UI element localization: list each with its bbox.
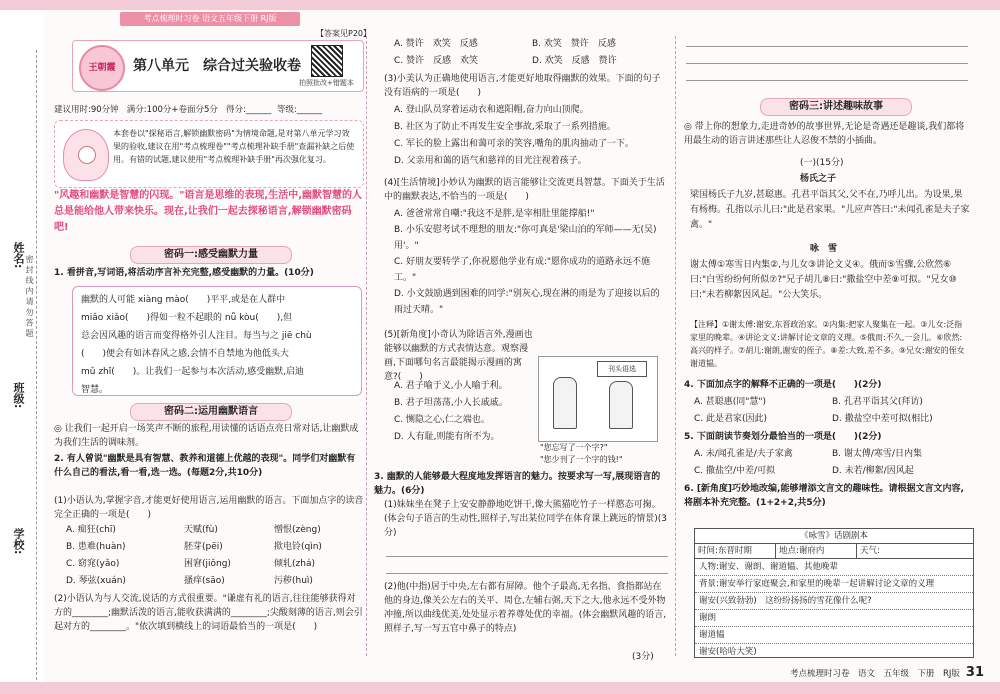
- seal-line-notice: 密 封 线 内 请 勿 答 题: [25, 255, 34, 337]
- drama-line[interactable]: 谢道韫: [695, 627, 973, 644]
- question-3-1: (1)妹妹坐在凳子上安安静静地吃饼干,像大熊猫吃竹子一样憨态可掬。(体会句子语言的生动性,照样子,写出某位同学在体育课上跳远的情景)(3分): [384, 500, 667, 538]
- option[interactable]: D. 琴弦(xuán): [66, 576, 126, 586]
- option: 困窘(jiǒng): [184, 559, 231, 569]
- options-2-1: [66, 522, 362, 590]
- level-label: 等级:: [276, 105, 297, 115]
- option[interactable]: B. 社区为了防止不再发生安全事故,采取了一系列措施。: [394, 122, 616, 132]
- question-2-1: (1)小语认为,掌握字音,才能更好使用语言,运用幽默的语言。下面加点字的读音完全正确的一项是( ): [54, 496, 364, 520]
- unit-title: 第八单元 综合过关验收卷: [133, 58, 301, 74]
- question-4: 4. 下面加点字的解释不正确的一项是( )(2分): [684, 380, 882, 390]
- cartoon-figure: [553, 377, 577, 429]
- cartoon-caption-1: "您忘写了一个字?": [540, 443, 608, 452]
- question-6: 6. [新角度]巧妙地改编,能够增添文言文的趣味性。请根据文言文内容,将剧本补充完整。(1+2+2,共5分): [684, 484, 964, 508]
- pinyin-line: ( )便会有如沐春风之感,会情不自禁地为他低头大: [81, 349, 289, 359]
- part-label: (一)(15分): [800, 158, 844, 168]
- answer-lines[interactable]: [686, 30, 968, 81]
- cartoon-figure: [609, 381, 633, 429]
- class-field-label: 班级:: [12, 382, 25, 409]
- drama-setting-row: [695, 544, 973, 559]
- question-2-2: (2)小语认为与人交流,说话的方式很重要。"谦虚有礼的语言,往往能够获得对方的________;幽默活泼的语言,能收获满满的________;尖酸刻薄的语言,则会引起对方的________。"依次填到横线上的词语最恰当的一项是( ): [54, 594, 363, 632]
- answer-lines[interactable]: [386, 540, 668, 574]
- option[interactable]: D. 人有耻,则能有所不为。: [394, 432, 500, 442]
- option[interactable]: D. 未若/柳絮/因风起: [832, 466, 914, 476]
- drama-background: 背景:谢安举行家庭聚会,和家里的晚辈一起讲解讨论文章的义理: [695, 576, 973, 593]
- section-3-intro: ◎ 带上你的想象力,走进奇妙的故事世界,无论是奇遇还是趣谈,我们都将用最生动的语言讲述那些让人忍俊不禁的小插曲。: [684, 122, 965, 146]
- option: 污秽(huì): [274, 576, 313, 586]
- school-field-label: 学校:: [12, 528, 25, 555]
- option[interactable]: D. 撒盐空中差可拟(相比): [832, 414, 933, 424]
- option[interactable]: A. 赞许 欢笑 反感: [394, 39, 478, 49]
- slogan: "风趣和幽默是智慧的闪现。"语言是思维的表现,生活中,幽默智慧的人总是能给他人带来快乐。现在,让我们一起去探秘语言,解锁幽默密码吧!: [54, 190, 363, 233]
- cartoon-sign: 刊头语选: [597, 361, 647, 377]
- score-label: 满分:100分+卷面分5分: [126, 105, 218, 115]
- options-2-4: [394, 206, 668, 318]
- option: 憎恨(zèng): [274, 525, 321, 535]
- text-title-2: 咏 雪: [810, 244, 838, 254]
- page-number: 31: [965, 665, 984, 680]
- time-label: 建议用时:90分钟: [54, 105, 119, 115]
- intro-text: 本套卷以"探秘语言,解锁幽默密码"为情境命题,是对第八单元学习效果的验收,建议在用"考点梳理卷""考点梳理补缺手册"查漏补缺之后使用。有错的试题,建议使用"考点梳理补缺手册"再次强化复习。: [113, 129, 355, 164]
- question-2-4: (4)[生活情境]小妙认为幽默的语言能够让交流更具智慧。下面关于生活中的幽默表达,不恰当的一项是( ): [384, 178, 665, 202]
- text-body-2: 谢太傅①寒雪日内集②,与儿女③讲论文义④。俄而⑤雪骤,公欣然⑥曰:"白雪纷纷何所似⑦?"兄子胡儿⑧曰:"撒盐空中差⑨可拟。"兄女⑩曰:"未若柳絮因风起。"公大笑乐。: [690, 260, 957, 300]
- option: 搔痒(sāo): [184, 576, 225, 586]
- option[interactable]: B. 欢笑 赞许 反感: [532, 39, 616, 49]
- option[interactable]: C. 此是君家(因此): [694, 414, 768, 424]
- pinyin-line: 幽默的人可能 xiàng mào( )平平,或是在人群中: [81, 295, 286, 305]
- question-2-5: (5)[新角度]小奇认为除语言外,漫画也能够以幽默的方式表情达意。观察漫画,下面哪句名言最能揭示漫画的寓意?( ): [384, 330, 533, 382]
- brand-logo: 王朝霞: [79, 45, 125, 91]
- qr-label: 拍照批改+错题本: [299, 79, 354, 87]
- drama-time: 时间:东晋时期: [695, 544, 776, 558]
- option[interactable]: D. 小文鼓励遇到困难的同学:"别灰心,现在淋的雨是为了迎接以后的雨过天晴。": [394, 289, 660, 315]
- option[interactable]: C. 好朋友要转学了,你祝愿他学业有成:"愿你成功的道路永远不施工。": [394, 257, 651, 283]
- option[interactable]: A. 甚聪惠(同"慧"): [694, 397, 767, 407]
- option[interactable]: A. 登山队员穿着运动衣和遮阳帽,奋力向山顶爬。: [394, 105, 589, 115]
- mascot-icon: [63, 129, 109, 181]
- column-divider: [366, 36, 367, 656]
- header-strip: 考点梳理时习卷 语文五年级下册 RJ版: [120, 12, 300, 26]
- drama-weather[interactable]: 天气:: [860, 546, 880, 556]
- question-2-3: (3)小美认为正确地使用语言,才能更好地取得幽默的效果。下面的句子没有语病的一项是( ): [384, 74, 661, 98]
- section-title-2: 密码二:运用幽默语言: [130, 403, 292, 421]
- drama-line[interactable]: 谢朗: [695, 610, 973, 627]
- unit-header: [72, 40, 364, 92]
- drama-title: 《咏雪》话剧剧本: [695, 529, 973, 544]
- option[interactable]: A. 痴狂(chī): [66, 525, 116, 535]
- options-2-3: [394, 102, 668, 170]
- pinyin-line: miǎo xiǎo( )得如一粒不起眼的 nǚ kòu( ),但: [81, 313, 293, 323]
- question-5: 5. 下面朗读节奏划分最恰当的一项是( )(2分): [684, 432, 882, 442]
- seal-line: [36, 50, 37, 680]
- option[interactable]: C. 赞许 反感 欢笑: [394, 56, 479, 66]
- text-title-1: 杨氏之子: [800, 174, 837, 184]
- drama-people: 人物:谢安、谢朗、谢道韫、其他晚辈: [695, 559, 973, 576]
- name-field-label: 姓名:: [12, 242, 25, 269]
- pinyin-line: 总会因风趣的语言而变得格外引人注目。每当与之 jiē chù: [81, 331, 312, 341]
- option[interactable]: B. 君子坦荡荡,小人长戚戚。: [394, 398, 508, 408]
- top-border: [0, 0, 1000, 10]
- exam-meta: 建议用时:90分钟 满分:100分+卷面分5分 得分:______ 等级:______: [54, 105, 323, 115]
- option[interactable]: C. 军长的脸上露出和蔼可亲的笑容,嘴角的肌肉抽动了一下。: [394, 139, 634, 149]
- question-3-2: (2)他(中指)居于中央,左右都有屏障。他个子最高,无名指、食指都站在他的身边,像关公左右的关平、周仓,左辅右弼,天下之大,他永远不受外物冲撞,所以曲线优美,处处显示着养尊处优的幸福。(体会幽默风趣的语言,照样子,写一写五官中鼻子的特点): [384, 582, 667, 634]
- options-5: [694, 446, 970, 480]
- binding-spine: [0, 10, 44, 682]
- option: 倾轧(zhá): [274, 559, 315, 569]
- cartoon-image: [538, 356, 658, 442]
- intro-box: [54, 120, 364, 188]
- score-label: (3分): [632, 652, 654, 662]
- option: 胚芽(pēi): [184, 542, 223, 552]
- options-2-2: [394, 36, 664, 70]
- bottom-border: [0, 682, 1000, 694]
- question-1: 1. 看拼音,写词语,将活动序言补充完整,感受幽默的力量。(10分): [54, 268, 314, 278]
- options-4: [694, 394, 970, 428]
- option[interactable]: A. 君子喻于义,小人喻于利。: [394, 381, 508, 391]
- drama-line: 谢安(兴致勃勃) 这纷纷扬扬的雪花像什么呢?: [695, 593, 973, 610]
- pinyin-box: [72, 286, 362, 396]
- got-label: 得分:: [226, 105, 246, 115]
- cartoon-caption-2: "您少刊了一个字的钱!": [540, 455, 623, 464]
- option[interactable]: D. 父亲用和蔼的语气和慈祥的目光注视着孩子。: [394, 156, 587, 166]
- annotations: 【注释】①谢太傅:谢安,东晋政治家。②内集:把家人聚集在一起。③儿女:泛指家里的晚辈。④讲论文义:讲解讨论文章的义理。⑤俄而:不久,一会儿。⑥欣然:高兴的样子。⑦胡儿:谢朗,谢安的侄子。⑧差:大致,差不多。⑨兄女:谢安的侄女谢道韫。: [690, 320, 965, 368]
- option[interactable]: B. 谢太傅/寒雪/日内集: [832, 449, 922, 459]
- pinyin-line: mǔ zhǐ( )。让我们一起参与本次活动,感受幽默,启迪: [81, 367, 305, 377]
- section-title-3: 密码三:讲述趣味故事: [760, 98, 912, 116]
- drama-place: 地点:谢府内: [776, 544, 857, 558]
- qr-code-icon: [311, 45, 343, 77]
- options-2-5: [394, 378, 534, 446]
- question-3: 3. 幽默的人能够最大程度地发挥语言的魅力。按要求写一写,展现语言的魅力。(6分): [374, 472, 661, 496]
- column-divider: [675, 36, 676, 656]
- option[interactable]: B. 小乐安慰考试不理想的朋友:"你可真是'梁山泊的军师——无(吴)用'。": [394, 225, 657, 251]
- answer-reference: 【答案见P20】: [316, 29, 372, 38]
- section-title-1: 密码一:感受幽默力量: [130, 246, 292, 264]
- drama-table: [694, 528, 974, 658]
- option[interactable]: A. 未/闻孔雀是/夫子家禽: [694, 449, 793, 459]
- option[interactable]: C. 窈窕(yǎo): [66, 559, 120, 569]
- footer-text: 考点梳理时习卷 语文 五年级 下册 RJ版: [789, 669, 960, 679]
- pinyin-line: 智慧。: [81, 385, 109, 395]
- option[interactable]: B. 孔君平诣其父(拜访): [832, 397, 923, 407]
- question-2: 2. 有人曾说"幽默是具有智慧、教养和道德上优越的表现"。同学们对幽默有什么自己的看法,看一看,选一选。(每题2分,共10分): [54, 454, 356, 478]
- option[interactable]: B. 患难(huàn): [66, 542, 126, 552]
- option[interactable]: C. 撒盐空/中差/可拟: [694, 466, 776, 476]
- text-body-1: 梁国杨氏子九岁,甚聪惠。孔君平诣其父,父不在,乃呼儿出。为设果,果有杨梅。孔指以示儿曰:"此是君家果。"儿应声答曰:"未闻孔雀是夫子家禽。": [690, 190, 970, 230]
- drama-line[interactable]: 谢安(哈哈大笑): [699, 647, 757, 657]
- option[interactable]: C. 恻隐之心,仁之端也。: [394, 415, 490, 425]
- option: 揿电铃(qìn): [274, 542, 322, 552]
- option: 天赋(fù): [184, 525, 218, 535]
- page-footer: [790, 665, 984, 680]
- section-2-intro: ◎ 让我们一起开启一场笑声不断的旅程,用读懂的话语点亮日常对话,让幽默成为我们生活的调味剂。: [54, 424, 359, 448]
- option[interactable]: A. 爸爸常常自嘲:"我这不是胖,是宰相肚里能撑船!": [394, 209, 595, 219]
- option[interactable]: D. 欢笑 反感 赞许: [532, 56, 617, 66]
